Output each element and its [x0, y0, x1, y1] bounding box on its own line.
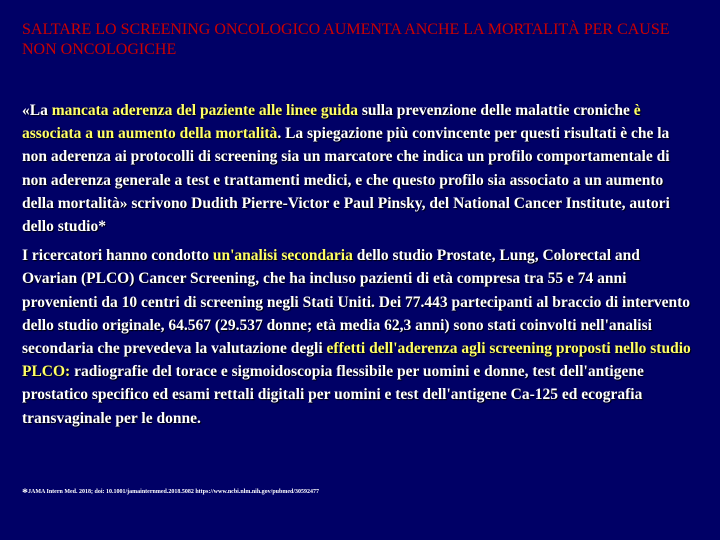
study-text-1: I ricercatori hanno condotto	[22, 247, 213, 265]
study-highlight-2: effetti dell'aderenza agli screening proposti nello studio PLCO:	[22, 340, 691, 381]
quote-highlight-2: è associata a un aumento della mortalità	[22, 102, 641, 143]
quote-text-2: sulla prevenzione delle malattie croniche	[357, 102, 634, 119]
quote-highlight-1: mancata aderenza del paziente alle linee guida	[51, 102, 358, 119]
footnote-citation: JAMA Intern Med. 2018; doi: 10.1001/jamainternmed.2018.5082 https://www.ncbi.nlm.nih.gov/pubmed/30592477	[28, 489, 320, 495]
slide-title: SALTARE LO SCREENING ONCOLOGICO AUMENTA ANCHE LA MORTALITÀ PER CAUSE NON ONCOLOGICHE	[22, 21, 670, 58]
quote-text-1: «La	[22, 102, 52, 119]
study-text-3: radiografie del torace e sigmoidoscopia flessibile per uomini e donne, test dell'antigene prostatico specifico ed esami rettali digitali per uomini e test dell'antigene Ca-125 ed ecografia transvaginale per le donne.	[22, 363, 644, 427]
study-text-2: dello studio Prostate, Lung, Colorectal and Ovarian (PLCO) Cancer Screening, che ha incluso pazienti di età compresa tra 55 e 74 anni provenienti da 10 centri di screening negli Stati Uniti. Dei 77.443 partecipanti al braccio di intervento dello studio originale, 64.567 (29.537 donne; età media 62,3 anni) sono stati coinvolti nell'analisi secondaria che prevedeva la valutazione degli	[22, 247, 691, 358]
quote-text-3: . La spiegazione più convincente per questi risultati è che la non aderenza ai protocolli di screening sia un marcatore che indica un profilo comportamentale di non aderenza generale a test e trattamenti medici, e che questo profilo sia associato a un aumento della mortalità» scrivono Dudith Pierre-Victor e Paul Pinsky, del National Cancer Institute, autori dello studio*	[22, 125, 670, 236]
footnote-marker: *	[22, 487, 28, 497]
slide-body	[22, 99, 698, 430]
study-highlight-1: un'analisi secondaria	[212, 247, 353, 265]
study-paragraph	[22, 244, 698, 430]
footnote	[22, 487, 702, 497]
quote-paragraph	[22, 99, 698, 238]
